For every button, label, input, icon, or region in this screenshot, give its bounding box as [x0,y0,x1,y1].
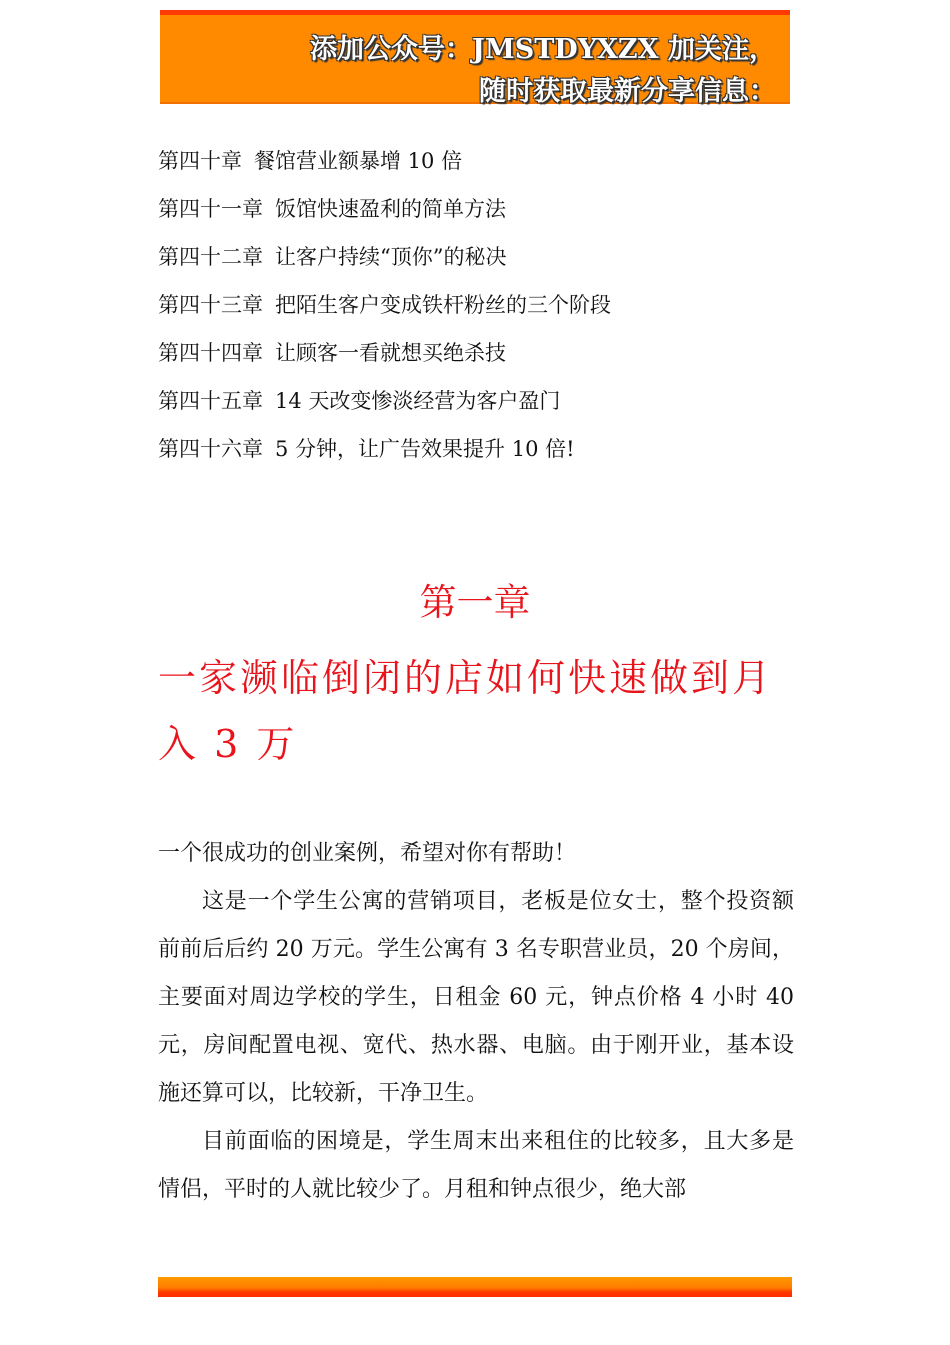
toc-item [158,143,798,191]
toc-chapter-title: 把陌生客户变成铁杆粉丝的三个阶段 [275,293,611,317]
banner-line-2: 随时获取最新分享信息： [479,76,776,107]
toc-chapter-title: 让客户持续“顶你”的秘决 [275,245,507,269]
footer-bar [158,1277,792,1297]
toc-item [158,335,798,383]
toc-chapter-title: 14 天改变惨淡经营为客户盈门 [275,389,561,413]
toc-item [158,431,798,479]
toc-item [158,287,798,335]
toc-item [158,383,798,431]
toc-item [158,239,798,287]
toc-chapter-title: 5 分钟，让广告效果提升 10 倍! [275,437,575,461]
toc-item [158,191,798,239]
body-paragraph-1: 这是一个学生公寓的营销项目，老板是位女士，整个投资额前前后后约 20 万元。学生公寓有 3 名专职营业员，20 个房间，主要面对周边学校的学生，日租金 60 元，钟点价格 4 小时 40 元，房间配置电视、宽代、热水器、电脑。由于刚开业，基本设施还算可以，比较新，干净卫生。 [158,889,794,1106]
toc-chapter-number: 第四十章 [158,149,242,173]
chapter-title: 一家濒临倒闭的店如何快速做到月入 3 万 [158,656,774,766]
header-banner [160,10,790,107]
toc-chapter-number: 第四十四章 [158,341,263,365]
toc-chapter-title: 让顾客一看就想买绝杀技 [275,341,506,365]
body-intro: 一个很成功的创业案例，希望对你有帮助！ [158,841,577,866]
toc-chapter-number: 第四十六章 [158,437,263,461]
chapter-label: 第一章 [419,581,531,624]
toc-chapter-number: 第四十一章 [158,197,263,221]
toc-chapter-number: 第四十二章 [158,245,263,269]
body-text [158,830,794,1214]
toc-chapter-number: 第四十五章 [158,389,263,413]
toc-chapter-title: 餐馆营业额暴增 10 倍 [254,149,463,173]
toc-list [158,143,798,479]
body-paragraph-2: 目前面临的困境是，学生周末出来租住的比较多，且大多是情侣，平时的人就比较少了。月租和钟点很少，绝大部 [158,1129,794,1202]
toc-chapter-number: 第四十三章 [158,293,263,317]
toc-chapter-title: 饭馆快速盈利的简单方法 [275,197,506,221]
banner-line-1: 添加公众号：JMSTDYXZX 加关注， [310,34,776,65]
